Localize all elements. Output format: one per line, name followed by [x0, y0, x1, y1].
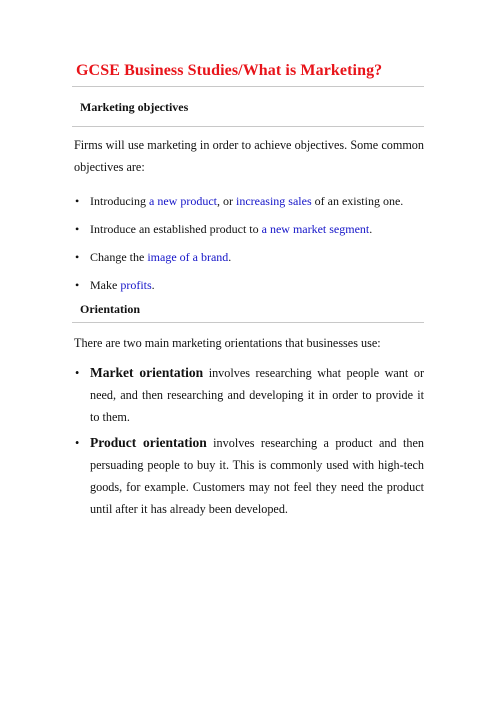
page-title: GCSE Business Studies/What is Marketing? [76, 62, 383, 79]
section-divider-objectives [72, 126, 424, 127]
bullet-icon: • [75, 278, 80, 292]
list-item: • Market orientation involves researching what people want or need, and then researching and developing it in order to provide it to them. [74, 362, 424, 428]
list-item: • Change the image of a brand. [74, 246, 424, 268]
link-new-product[interactable]: a new product [149, 194, 217, 208]
bullet-icon: • [75, 194, 80, 208]
orientation-intro: There are two main marketing orientations that businesses use: [74, 336, 381, 350]
objectives-intro: Firms will use marketing in order to achieve objectives. Some common objectives are: [74, 138, 424, 174]
objectives-list [74, 190, 424, 296]
list-item: • Product orientation involves researching a product and then persuading people to buy it. This is commonly used with high-tech goods, for example. Customers may not feel they need the product until after it has already been developed. [74, 432, 424, 520]
section-heading-orientation: Orientation [80, 302, 140, 316]
bullet-icon: • [75, 436, 80, 450]
bullet-icon: • [75, 250, 80, 264]
link-profits[interactable]: profits [120, 278, 152, 292]
link-market-segment[interactable]: a new market segment [261, 222, 370, 236]
bullet-icon: • [75, 222, 80, 236]
term-product-orientation: Product orientation [90, 435, 207, 450]
term-market-orientation: Market orientation [90, 365, 204, 380]
bullet-icon: • [75, 366, 80, 380]
title-divider [72, 86, 424, 87]
list-item: • Make profits. [74, 274, 424, 296]
list-item: • Introduce an established product to a new market segment. [74, 218, 424, 240]
list-item: • Introducing a new product, or increasing sales of an existing one. [74, 190, 424, 212]
orientation-list [74, 362, 424, 524]
section-divider-orientation [72, 322, 424, 323]
link-brand-image[interactable]: image of a brand [147, 250, 229, 264]
section-heading-objectives: Marketing objectives [80, 100, 189, 114]
link-increasing-sales[interactable]: increasing sales [235, 194, 312, 208]
